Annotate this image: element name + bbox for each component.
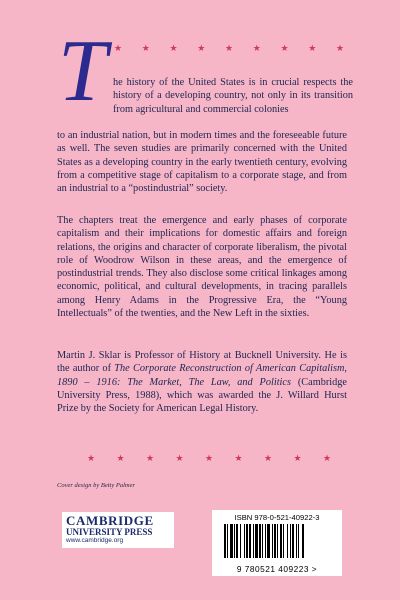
- barcode-bar: [280, 524, 282, 558]
- barcode-bar: [230, 524, 233, 558]
- barcode-bar: [298, 524, 299, 558]
- paragraph-1-continued: to an industrial nation, but in modern times and the foreseeable future as well. The seven studies are primarily concerned with the United States as a developing country in the early twentieth century, evolving from a competitive stage of capitalism to a corporate stage, and from an industrial to a “postindustrial” society.: [57, 130, 347, 195]
- barcode-bar: [253, 524, 254, 558]
- star-icon: ★: [141, 43, 150, 53]
- barcode-number: 9 780521 409223 >: [236, 564, 318, 574]
- drop-cap: T: [58, 23, 107, 120]
- star-icon: ★: [116, 453, 125, 463]
- publisher-name-line2: UNIVERSITY PRESS: [66, 527, 153, 537]
- author-book-title: The Corporate Reconstruction of American Capitalism, 1890 – 1916: The Market, The Law, and Politics: [57, 363, 347, 388]
- star-icon: ★: [322, 453, 332, 463]
- star-icon: ★: [263, 453, 273, 463]
- barcode-bar: [302, 524, 304, 558]
- barcode-bar: [283, 524, 284, 558]
- barcode-bar: [262, 524, 263, 558]
- publisher-logo: [62, 512, 174, 548]
- paragraph-1-opening: he history of the United States is in crucial respects the history of a developing country, not only in its transition from agricultural and commercial colonies: [113, 77, 353, 115]
- star-icon: ★: [252, 43, 261, 53]
- barcode-bar: [274, 524, 276, 558]
- paragraph-2: The chapters treat the emergence and early phases of corporate capitalism and their implications for domestic affairs and foreign relations, the origins and character of corporate liberalism, the pivotal role of Woodrow Wilson in these areas, and the emergence of postindustrial trends. They also disclose some critical linkages among economic, political, and cultural developments, in tracing parallels among Henry Adams in the Progressive Era, the “Young Intellectuals” of the twenties, and the New Left in the sixties.: [57, 215, 347, 320]
- cover-design-credit: Cover design by Betty Palmer: [57, 482, 135, 489]
- barcode-bar: [287, 524, 288, 558]
- barcode-bar: [290, 524, 291, 558]
- star-icon: ★: [145, 453, 155, 463]
- barcode-icon: [224, 524, 330, 558]
- barcode-bar: [234, 524, 235, 558]
- star-icon: ★: [234, 453, 243, 463]
- publisher-name-line1: CAMBRIDGE: [66, 513, 154, 528]
- barcode-bar: [227, 524, 228, 558]
- star-icon: ★: [169, 43, 178, 53]
- barcode-bar: [296, 524, 297, 558]
- barcode-bar: [259, 524, 261, 558]
- barcode-bar: [244, 524, 245, 558]
- star-icon: ★: [175, 453, 184, 463]
- star-icon: ★: [224, 43, 234, 53]
- barcode-bar: [272, 524, 273, 558]
- barcode-bar: [267, 524, 270, 558]
- barcode-bar: [246, 524, 248, 558]
- star-icon: ★: [113, 43, 123, 53]
- star-icon: ★: [204, 453, 214, 463]
- star-icon: ★: [280, 43, 289, 53]
- star-row-top: [113, 43, 345, 53]
- author-bio-rest: (Cambridge University Press, 1988), which was awarded the J. Willard Hurst Prize by the Society for American Legal History.: [57, 376, 348, 415]
- star-icon: ★: [335, 43, 345, 53]
- author-bio-intro: Martin J. Sklar is Professor of History at Bucknell University. He is the author of: [57, 350, 347, 375]
- star-icon: ★: [308, 43, 317, 53]
- author-bio: [57, 349, 347, 415]
- barcode-bar: [249, 524, 251, 558]
- barcode-bar: [265, 524, 266, 558]
- barcode-bar: [255, 524, 258, 558]
- star-row-bottom: [86, 453, 332, 463]
- barcode-bar: [236, 524, 238, 558]
- barcode-panel: [212, 510, 342, 576]
- star-icon: ★: [293, 453, 302, 463]
- barcode-bar: [277, 524, 278, 558]
- barcode-bar: [224, 524, 226, 558]
- star-icon: ★: [86, 453, 96, 463]
- barcode-bar: [292, 524, 294, 558]
- barcode-bar: [240, 524, 241, 558]
- isbn-label: ISBN 978-0-521-40922-3: [234, 513, 320, 522]
- star-icon: ★: [197, 43, 206, 53]
- publisher-website: www.cambridge.org: [66, 537, 124, 544]
